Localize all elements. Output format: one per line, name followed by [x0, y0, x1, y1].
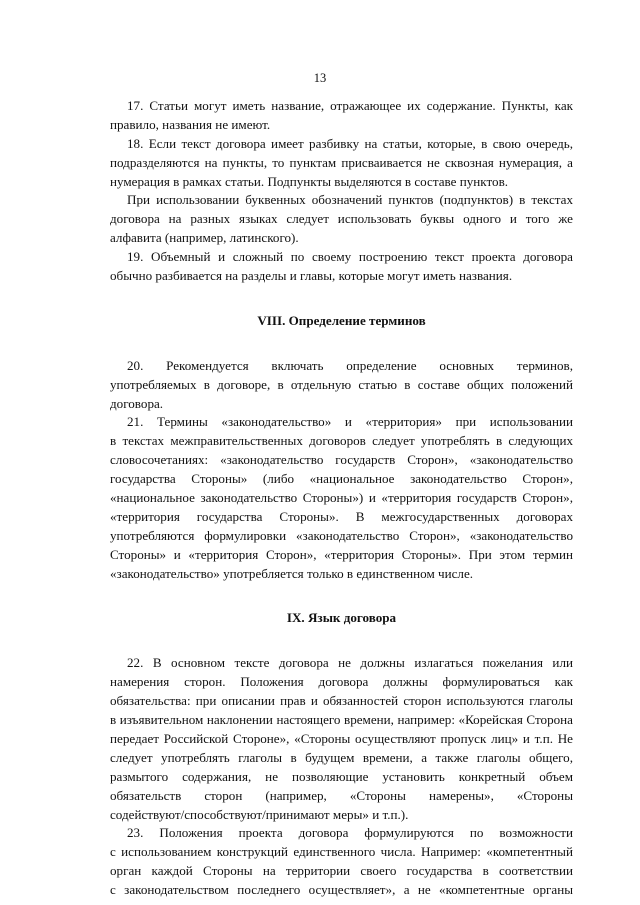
text-line: правило, названия не имеют. — [110, 116, 271, 132]
text-line: При использовании буквенных обозначений пунктов (подпунктов) в текстах — [127, 192, 573, 208]
text-line: намерения сторон. Положения договора должны формулироваться как — [110, 674, 573, 690]
paragraph-18 — [110, 135, 573, 192]
text-line: «национальное законодательство Стороны») и «территория государств Сторон», — [110, 490, 573, 506]
text-line: 18. Если текст договора имеет разбивку на статьи, которые, в свою очередь, — [127, 135, 573, 151]
document-body — [110, 97, 573, 900]
spacer — [110, 331, 573, 357]
spacer — [110, 286, 573, 312]
text-line: следует употреблять глаголы в будущем времени, а также глаголы общего, — [110, 749, 573, 765]
paragraph-17 — [110, 97, 573, 135]
text-line: обязательств сторон (например, «Стороны намерены», «Стороны — [110, 787, 573, 803]
text-line: употребляемых в договоре, в отдельную статью в составе общих положений — [110, 376, 573, 392]
text-line: Стороны» и «территория Сторон», «территория Стороны». При этом термин — [110, 546, 573, 562]
spacer — [110, 628, 573, 654]
text-line: в изъявительном наклонении настоящего времени, например: «Корейская Сторона — [110, 712, 573, 728]
text-line: 23. Положения проекта договора формулируются по возможности — [127, 825, 573, 841]
text-line: передает Российской Стороне», «Стороны осуществляют пропуск лиц» и т.п. Не — [110, 730, 573, 746]
text-line: 20. Рекомендуется включать определение основных терминов, — [127, 357, 573, 373]
page-number: 13 — [313, 71, 327, 85]
paragraph-19 — [110, 248, 573, 286]
text-line: «законодательство» употребляется только в единственном числе. — [110, 565, 474, 581]
paragraph-20 — [110, 357, 573, 414]
text-line: договора. — [110, 395, 164, 411]
paragraph-23 — [110, 824, 573, 900]
paragraph-letter-designations — [110, 191, 573, 248]
text-line: договора на разных языках следует использовать буквы одного и того же — [110, 211, 573, 227]
text-line: в текстах межправительственных договоров следует употреблять в следующих — [110, 433, 573, 449]
text-line: размытого содержания, не позволяющие установить конкретный объем — [110, 768, 573, 784]
text-line: обязательства: при описании прав и обязанностей сторон используются глаголы — [110, 693, 573, 709]
text-line: 21. Термины «законодательство» и «территория» при использовании — [127, 414, 573, 430]
text-line: с использованием конструкций единственного числа. Например: «компетентный — [110, 844, 573, 860]
text-line: государства Стороны» (либо «национальное законодательство Сторон», — [110, 471, 573, 487]
paragraph-21 — [110, 413, 573, 583]
section-heading-9: IX. Язык договора — [286, 610, 397, 626]
text-line: «территория государства Стороны». В межгосударственных договорах — [110, 508, 573, 524]
text-line: орган каждой Стороны на территории своего государства в соответствии — [110, 863, 573, 879]
text-line: 17. Статьи могут иметь название, отражающее их содержание. Пункты, как — [127, 98, 573, 113]
text-line: подразделяются на пункты, то пунктам присваивается не сквозная нумерация, а — [110, 154, 573, 170]
text-line: с законодательством последнего осуществляет», а не «компетентные органы — [110, 882, 573, 898]
text-line: 22. В основном тексте договора не должны излагаться пожелания или — [127, 655, 573, 671]
paragraph-22 — [110, 654, 573, 824]
text-line: употребляются формулировки «законодательство Сторон», «законодательство — [110, 527, 573, 543]
text-line: словосочетаниях: «законодательство государств Сторон», «законодательство — [110, 452, 573, 468]
text-line: обычно разбивается на разделы и главы, которые могут иметь названия. — [110, 268, 513, 284]
text-line: 19. Объемный и сложный по своему построению текст проекта договора — [127, 249, 573, 265]
section-heading-8: VIII. Определение терминов — [257, 312, 426, 328]
spacer — [110, 583, 573, 609]
text-line: нумерация в рамках статьи. Подпункты выделяются в составе пунктов. — [110, 173, 509, 189]
text-line: алфавита (например, латинского). — [110, 230, 299, 246]
text-line: содействуют/способствуют/принимают меры» и т.п.). — [110, 806, 409, 822]
